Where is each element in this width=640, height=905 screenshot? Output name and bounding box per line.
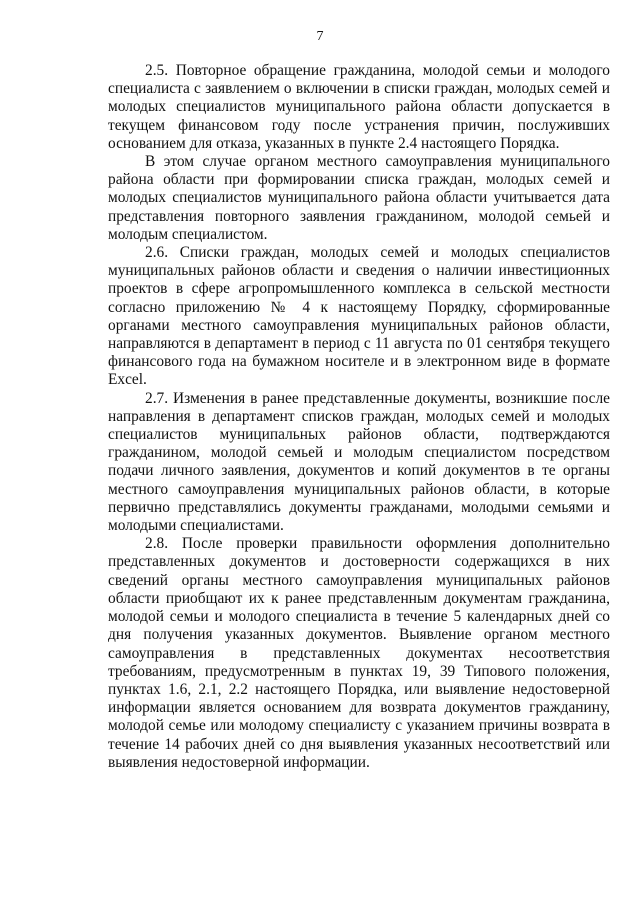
paragraph-2-5-continued: В этом случае органом местного самоуправления муниципального района области при формировании списка граждан, молодых семей и молодых специалистов муниципального района области учитывается дата представления повторного заявления гражданином, молодой семьей и молодым специалистом. <box>108 153 610 243</box>
page-number: 7 <box>316 29 324 44</box>
paragraph-2-8: 2.8. После проверки правильности оформления дополнительно представленных документов и достоверности содержащихся в них сведений органы местного самоуправления муниципальных районов области приобщают их к ранее представленным документам гражданина, молодой семьи и молодого специалиста в течение 5 календарных дней со дня получения указанных документов. Выявление органом местного самоуправления в представленных документах несоответствия требованиям, предусмотренным в пунктах 19, 39 Типового положения, пунктах 1.6, 2.1, 2.2 настоящего Порядка, или выявление недостоверной информации является основанием для возврата документов гражданину, молодой семье или молодому специалисту с указанием причины возврата в течение 14 рабочих дней со дня выявления указанных несоответствий или выявления недостоверной информации. <box>108 535 610 771</box>
document-body <box>108 62 610 772</box>
paragraph-2-5: 2.5. Повторное обращение гражданина, молодой семьи и молодого специалиста с заявлением о включении в списки граждан, молодых семей и молодых специалистов муниципального района области допускается в текущем финансовом году после устранения причин, послуживших основанием для отказа, указанных в пункте 2.4 настоящего Порядка. <box>108 62 610 152</box>
paragraph-2-6: 2.6. Списки граждан, молодых семей и молодых специалистов муниципальных районов области и сведения о наличии инвестиционных проектов в сфере агропромышленного комплекса в сельской местности согласно приложению № 4 к настоящему Порядку, сформированные органами местного самоуправления муниципальных районов области, направляются в департамент в период с 11 августа по 01 сентября текущего финансового года на бумажном носителе и в электронном виде в формате Excel. <box>108 244 610 389</box>
paragraph-2-7: 2.7. Изменения в ранее представленные документы, возникшие после направления в департамент списков граждан, молодых семей и молодых специалистов муниципальных районов области, подтверждаются гражданином, молодой семьей и молодым специалистом посредством подачи личного заявления, документов и копий документов в те органы местного самоуправления муниципальных районов области, в которые первично представлялись документы гражданами, молодыми семьями и молодыми специалистами. <box>108 389 610 535</box>
